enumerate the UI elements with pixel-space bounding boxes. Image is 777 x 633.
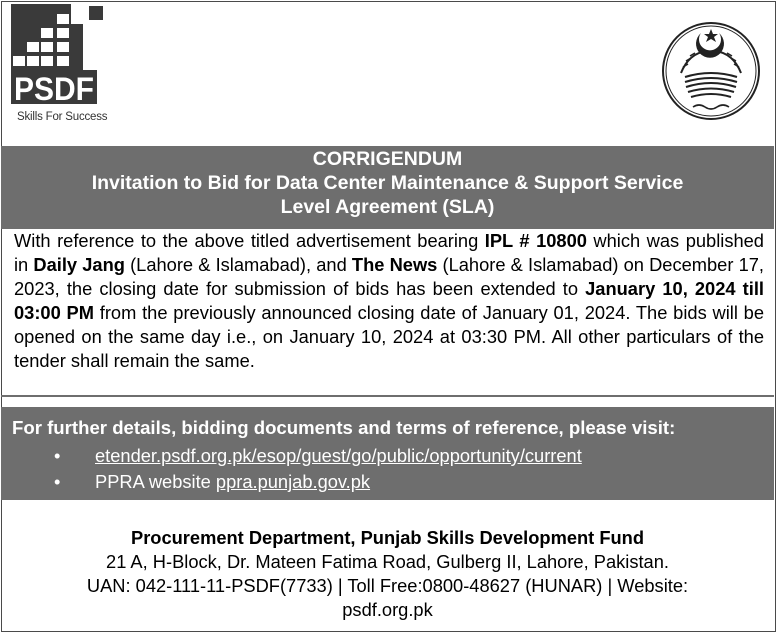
newspaper-name: Daily Jang <box>33 254 125 275</box>
further-details-heading: For further details, bidding documents and terms of reference, please visit: <box>12 417 676 438</box>
ppra-link[interactable]: ppra.punjab.gov.pk <box>215 471 371 492</box>
punjab-government-emblem <box>655 15 767 127</box>
website: psdf.org.pk <box>342 599 433 620</box>
psdf-logo <box>11 4 111 128</box>
body-text: (Lahore & Islamabad), and <box>124 254 352 275</box>
notice-title-band <box>1 146 774 229</box>
newspaper-name: The News <box>351 254 438 275</box>
body-text: which was published in <box>14 230 764 275</box>
notice-title-line: Invitation to Bid for Data Center Maintenance & Support Service <box>91 172 684 194</box>
divider <box>1 395 774 397</box>
bullet-icon: • <box>54 471 61 492</box>
ppra-label: PPRA website <box>95 471 216 492</box>
new-closing-date: January 10, 2024 till 03:00 PM <box>14 278 764 323</box>
notice-body <box>14 229 764 373</box>
etender-link[interactable]: etender.psdf.org.pk/esop/guest/go/public/opportunity/current <box>95 445 582 466</box>
further-details-band <box>1 407 774 500</box>
body-text: from the previously announced closing date of January 01, 2024. The bids will be opened on the same day i.e., on January 10, 2024 at 03:30 PM. All other particulars of the tender shall remain the same. <box>14 302 764 371</box>
contact-line: UAN: 042-111-11-PSDF(7733) | Toll Free:0800-48627 (HUNAR) | Website: <box>86 575 689 596</box>
footer <box>1 526 774 622</box>
body-text: (Lahore & Islamabad) on December 17, 2023, the closing date for submission of bids has been extended to <box>14 254 764 299</box>
notice-heading: CORRIGENDUM <box>312 148 463 170</box>
organization-name: Procurement Department, Punjab Skills Development Fund <box>131 527 644 548</box>
psdf-tagline: Skills For Success <box>17 111 108 123</box>
psdf-wordmark: PSDF <box>14 71 94 107</box>
notice-title-line: Level Agreement (SLA) <box>280 196 495 218</box>
ipl-number: IPL # 10800 <box>484 230 587 251</box>
body-text: With reference to the above titled advertisement bearing <box>14 230 485 251</box>
address: 21 A, H-Block, Dr. Mateen Fatima Road, Gulberg II, Lahore, Pakistan. <box>106 551 669 572</box>
bullet-icon: • <box>54 445 61 466</box>
